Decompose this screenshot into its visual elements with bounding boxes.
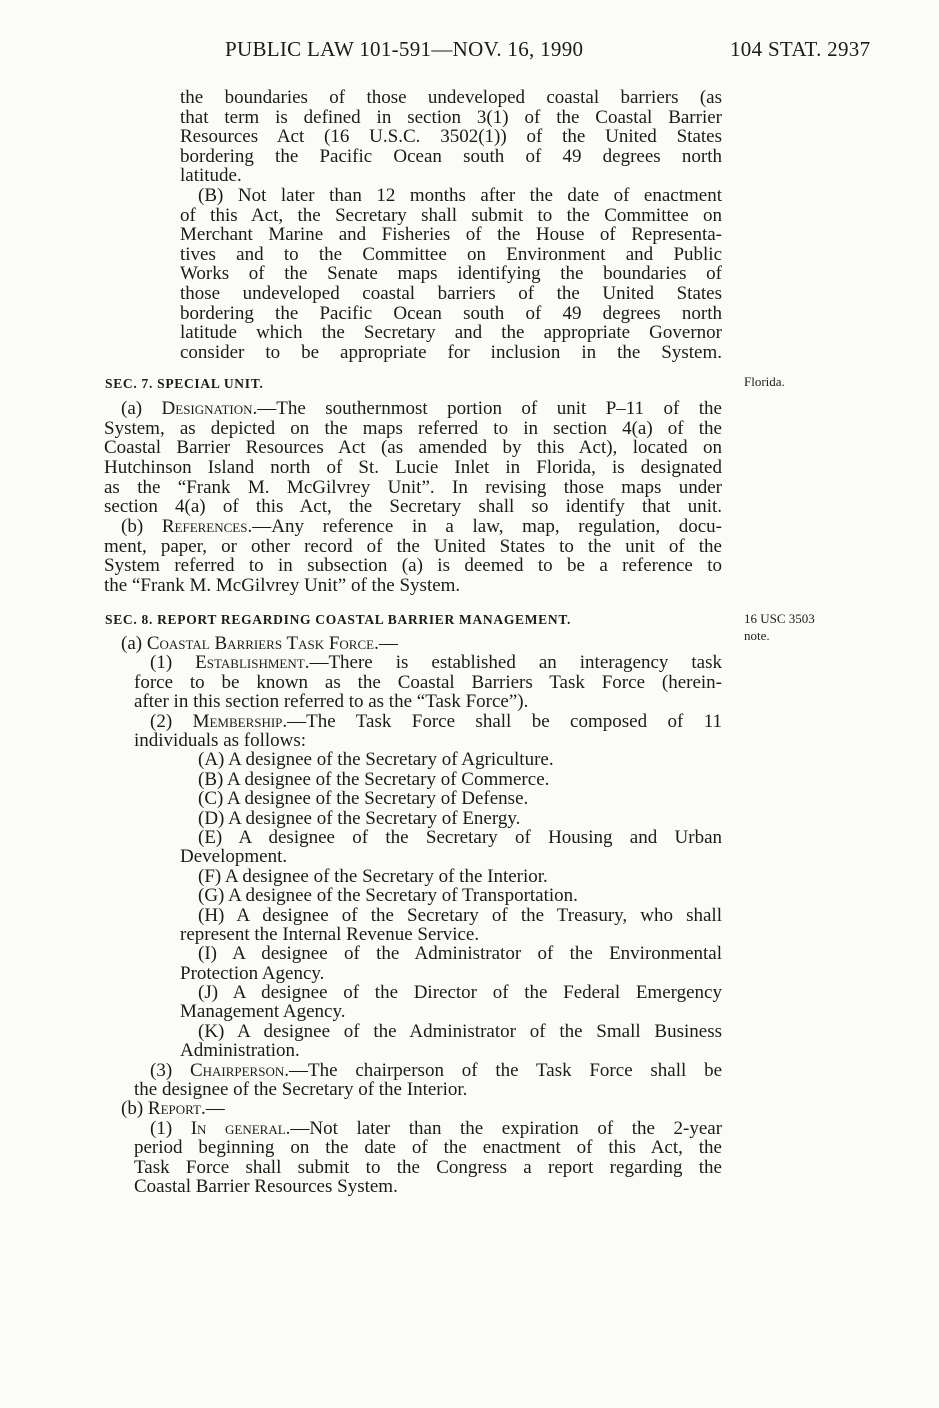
text-line: Coastal Barrier Resources Act (as amended by this Act), located on bbox=[104, 437, 722, 458]
member-item: (D) A designee of the Secretary of Energy. bbox=[198, 808, 521, 829]
paragraph-number: (3) bbox=[150, 1060, 190, 1081]
text-line: .—The southernmost portion of unit P–11 of the bbox=[252, 398, 722, 419]
member-item-continued: Development. bbox=[180, 846, 288, 867]
section-7-heading: SEC. 7. SPECIAL UNIT. bbox=[105, 376, 264, 391]
paragraph-2-first-line bbox=[150, 712, 722, 732]
margin-note-usc-cite: 16 USC 3503 bbox=[744, 611, 815, 626]
subsection-8a-heading bbox=[121, 634, 722, 654]
subsection-heading: Coastal Barriers Task Force bbox=[146, 633, 375, 654]
text-line: .—Not later than the expiration of the 2-year bbox=[285, 1118, 723, 1139]
member-item-continued: represent the Internal Revenue Service. bbox=[180, 924, 480, 945]
member-item: (G) A designee of the Secretary of Transportation. bbox=[198, 885, 578, 906]
member-item: (E) A designee of the Secretary of Housing and Urban bbox=[198, 827, 722, 848]
subsection-8b-heading bbox=[121, 1099, 722, 1119]
paragraph-number: (1) bbox=[150, 1118, 191, 1139]
paragraph-number: (2) bbox=[150, 711, 193, 732]
text-line: period beginning on the date of the enactment of this Act, the bbox=[134, 1137, 722, 1158]
subsection-7a-first-line bbox=[121, 399, 722, 419]
subsection-7b-first-line bbox=[121, 517, 722, 537]
text-line: the “Frank M. McGilvrey Unit” of the System. bbox=[104, 575, 461, 596]
text-line: section 4(a) of this Act, the Secretary shall so identify that unit. bbox=[104, 496, 722, 517]
text-line: .—The Task Force shall be composed of 11 bbox=[282, 711, 723, 732]
text-line: (B) Not later than 12 months after the date of enactment bbox=[198, 185, 722, 206]
text-line: .—The chairperson of the Task Force shall be bbox=[284, 1060, 723, 1081]
member-item: (F) A designee of the Secretary of the Interior. bbox=[198, 866, 548, 887]
text-line: Resources Act (16 U.S.C. 3502(1)) of the United States bbox=[180, 126, 722, 147]
heading-dash: .— bbox=[374, 633, 398, 654]
text-line: ment, paper, or other record of the United States to the unit of the bbox=[104, 536, 722, 557]
text-line: Works of the Senate maps identifying the boundaries of bbox=[180, 263, 722, 284]
member-item: (I) A designee of the Administrator of the Environmental bbox=[198, 943, 722, 964]
member-item-continued: Protection Agency. bbox=[180, 963, 325, 984]
text-line: System referred to in subsection (a) is deemed to be a reference to bbox=[104, 555, 722, 576]
section-8-heading: SEC. 8. REPORT REGARDING COASTAL BARRIER MANAGEMENT. bbox=[105, 612, 572, 627]
subsection-number: (a) bbox=[121, 398, 162, 419]
text-line: tives and to the Committee on Environment and Public bbox=[180, 244, 722, 265]
member-item-continued: Administration. bbox=[180, 1040, 300, 1061]
text-line: Hutchinson Island north of St. Lucie Inlet in Florida, is designated bbox=[104, 457, 722, 478]
subsection-number: (b) bbox=[121, 516, 162, 537]
text-line: as the “Frank M. McGilvrey Unit”. In revising those maps under bbox=[104, 477, 722, 498]
margin-note-florida: Florida. bbox=[744, 374, 785, 389]
text-line: after in this section referred to as the “Task Force”). bbox=[134, 691, 529, 712]
text-line: consider to be appropriate for inclusion in the System. bbox=[180, 342, 722, 363]
text-line: .—There is established an interagency task bbox=[304, 652, 723, 673]
paragraph-heading: Chairperson bbox=[189, 1060, 285, 1081]
paragraph-number: (1) bbox=[150, 652, 196, 673]
paragraph-heading: In general bbox=[190, 1118, 286, 1139]
member-item-continued: Management Agency. bbox=[180, 1001, 346, 1022]
paragraph-3-first-line bbox=[150, 1061, 722, 1081]
paragraph-1-first-line bbox=[150, 653, 722, 673]
member-item: (J) A designee of the Director of the Federal Emergency bbox=[198, 982, 722, 1003]
member-item: (A) A designee of the Secretary of Agriculture. bbox=[198, 749, 554, 770]
running-title: PUBLIC LAW 101-591—NOV. 16, 1990 bbox=[225, 37, 584, 61]
paragraph-1-first-line bbox=[150, 1119, 722, 1139]
member-item: (K) A designee of the Administrator of the Small Business bbox=[198, 1021, 722, 1042]
text-line: latitude which the Secretary and the appropriate Governor bbox=[180, 322, 722, 343]
member-item: (B) A designee of the Secretary of Commerce. bbox=[198, 769, 550, 790]
text-line: individuals as follows: bbox=[134, 730, 307, 751]
text-line: of this Act, the Secretary shall submit to the Committee on bbox=[180, 205, 722, 226]
subsection-heading: Designation bbox=[161, 398, 253, 419]
subsection-number: (b) bbox=[121, 1098, 148, 1119]
text-line: the designee of the Secretary of the Interior. bbox=[134, 1079, 468, 1100]
member-item: (C) A designee of the Secretary of Defense. bbox=[198, 788, 529, 809]
subsection-heading: References bbox=[161, 516, 248, 537]
paragraph-heading: Membership bbox=[192, 711, 283, 732]
text-line: latitude. bbox=[180, 165, 242, 186]
heading-dash: .— bbox=[200, 1098, 225, 1119]
text-line: those undeveloped coastal barriers of the United States bbox=[180, 283, 722, 304]
text-line: force to be known as the Coastal Barriers Task Force (herein- bbox=[134, 672, 722, 693]
text-line: the boundaries of those undeveloped coastal barriers (as bbox=[180, 87, 722, 108]
text-line: Merchant Marine and Fisheries of the House of Representa- bbox=[180, 224, 722, 245]
text-line: Coastal Barrier Resources System. bbox=[134, 1176, 398, 1197]
text-line: .—Any reference in a law, map, regulation, docu- bbox=[247, 516, 723, 537]
text-line: bordering the Pacific Ocean south of 49 degrees north bbox=[180, 146, 722, 167]
text-line: bordering the Pacific Ocean south of 49 degrees north bbox=[180, 303, 722, 324]
margin-note-usc-note: note. bbox=[744, 628, 770, 643]
page-reference: 104 STAT. 2937 bbox=[730, 37, 871, 61]
text-line: Task Force shall submit to the Congress a report regarding the bbox=[134, 1157, 722, 1178]
text-line: System, as depicted on the maps referred to in section 4(a) of the bbox=[104, 418, 722, 439]
member-item: (H) A designee of the Secretary of the Treasury, who shall bbox=[198, 905, 722, 926]
paragraph-heading: Establishment bbox=[195, 652, 305, 673]
subsection-number: (a) bbox=[121, 633, 147, 654]
text-line: that term is defined in section 3(1) of the Coastal Barrier bbox=[180, 107, 722, 128]
subsection-heading: Report bbox=[147, 1098, 201, 1119]
